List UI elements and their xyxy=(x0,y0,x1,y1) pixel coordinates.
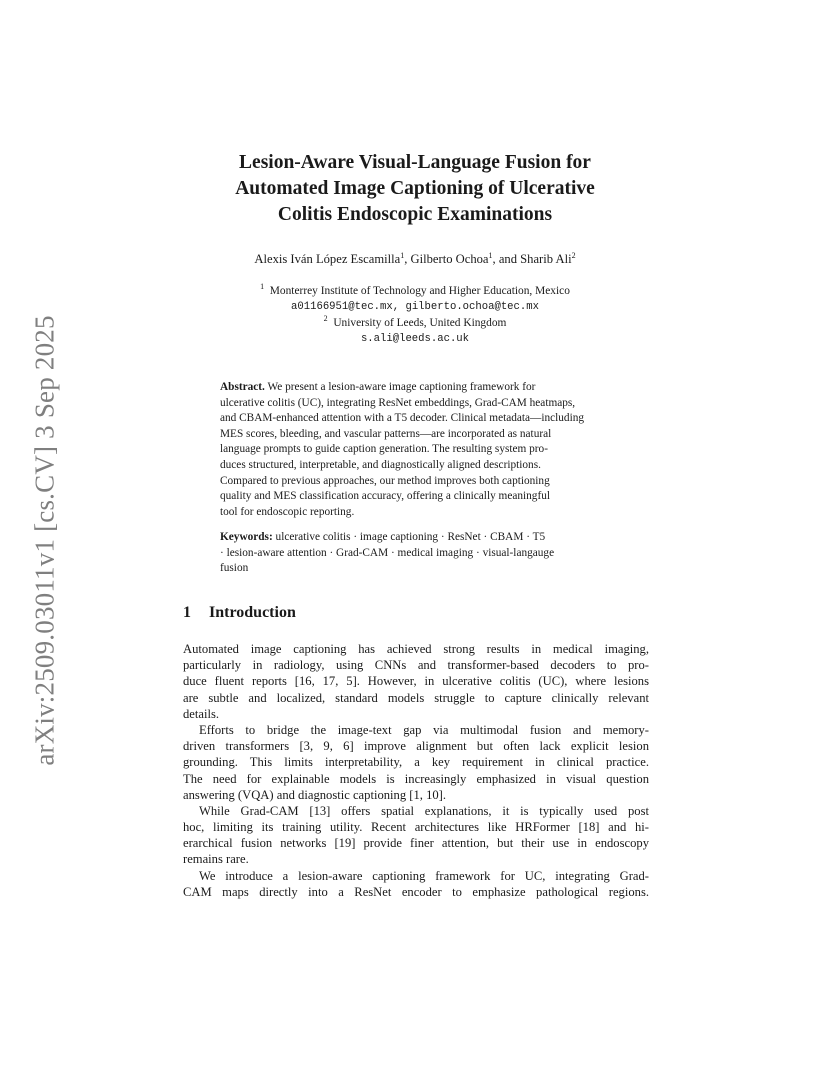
keywords-line: · lesion-aware attention · Grad-CAM · medical imaging · visual-langauge xyxy=(220,546,555,559)
body-text-line: remains rare. xyxy=(183,852,249,867)
abstract-line: tool for endoscopic reporting. xyxy=(220,505,355,518)
title-line: Automated Image Captioning of Ulcerative xyxy=(235,178,595,199)
keywords-line xyxy=(220,530,660,546)
abstract-line: MES scores, bleeding, and vascular patterns—are incorporated as natural xyxy=(220,427,552,440)
institution-name: Monterrey Institute of Technology and Higher Education, Mexico xyxy=(269,285,570,297)
author-separator: , and xyxy=(492,252,521,266)
abstract-line: and CBAM-enhanced attention with a T5 decoder. Clinical metadata—including xyxy=(220,412,585,425)
affiliation-institution xyxy=(180,315,650,331)
arxiv-identifier-text: arXiv:2509.03011v1 [cs.CV] 3 Sep 2025 xyxy=(29,314,60,766)
affiliation-emails[interactable]: a01166951@tec.mx, gilberto.ochoa@tec.mx xyxy=(291,301,539,313)
abstract xyxy=(220,380,660,520)
body-text-line: Efforts to bridge the image-text gap via multimodal fusion and memory- xyxy=(199,722,649,737)
affiliation-mark: 1 xyxy=(260,282,265,291)
abstract-text: We present a lesion-aware image captioning framework for xyxy=(264,381,536,393)
keywords-label: Keywords: xyxy=(220,531,273,543)
body-text-line: grounding. This limits interpretability, a key requirement in clinical practice. xyxy=(183,755,649,770)
body-text-line: driven transformers [3, 9, 6] improve alignment but often lack explicit lesion xyxy=(183,739,649,754)
author-name: Alexis Iván López Escamilla xyxy=(254,252,401,266)
author-list xyxy=(180,251,650,267)
affiliation-mark: 2 xyxy=(323,314,328,323)
body-text-line: hoc, limiting its training utility. Recent architectures like HRFormer [18] and hi- xyxy=(183,820,649,835)
affiliation-institution xyxy=(180,283,650,299)
section-heading xyxy=(183,604,296,622)
body-text-line: answering (VQA) and diagnostic captioning [1, 10]. xyxy=(183,787,447,802)
author-affiliation-mark: 1 xyxy=(400,251,405,260)
abstract-line xyxy=(220,380,660,396)
body-text-line: The need for explainable models is increasingly emphasized in visual question xyxy=(183,771,649,786)
author-affiliation-mark: 1 xyxy=(488,251,493,260)
body-text-line: details. xyxy=(183,706,220,721)
affiliations xyxy=(180,283,650,347)
author-affiliation-mark: 2 xyxy=(571,251,576,260)
section-number: 1 xyxy=(183,604,191,621)
author-name: Sharib Ali xyxy=(520,252,572,266)
abstract-line: Compared to previous approaches, our method improves both captioning xyxy=(220,474,550,487)
body-text-line: erarchical fusion networks [19] provide finer attention, but their use in endoscopy xyxy=(183,836,649,851)
body-text-line: particularly in radiology, using CNNs and transformer-based decoders to pro- xyxy=(183,658,649,673)
body-text-line: We introduce a lesion-aware captioning framework for UC, integrating Grad- xyxy=(199,868,649,883)
author-separator: , xyxy=(404,252,411,266)
author-name: Gilberto Ochoa xyxy=(410,252,489,266)
keywords-line: fusion xyxy=(220,562,249,575)
body-text-line: CAM maps directly into a ResNet encoder to emphasize pathological regions. xyxy=(183,884,649,899)
abstract-line: duces structured, interpretable, and diagnostically aligned descriptions. xyxy=(220,458,541,471)
abstract-line: ulcerative colitis (UC), integrating ResNet embeddings, Grad-CAM heatmaps, xyxy=(220,396,576,409)
title-line: Lesion-Aware Visual-Language Fusion for xyxy=(239,152,591,173)
body-text-line: While Grad-CAM [13] offers spatial explanations, it is typically used post xyxy=(199,803,649,818)
keywords xyxy=(220,530,660,577)
abstract-line: quality and MES classification accuracy, offering a clinically meaningful xyxy=(220,490,551,503)
institution-name: University of Leeds, United Kingdom xyxy=(333,317,507,329)
body-text-line: are subtle and localized, standard models struggle to capture clinically relevant xyxy=(183,690,649,705)
introduction-body xyxy=(183,641,649,900)
arxiv-identifier-stamp xyxy=(20,300,70,780)
body-text-line: Automated image captioning has achieved strong results in medical imaging, xyxy=(183,642,649,656)
affiliation-emails[interactable]: s.ali@leeds.ac.uk xyxy=(360,333,470,345)
title-line: Colitis Endoscopic Examinations xyxy=(277,204,553,225)
abstract-label: Abstract. xyxy=(220,381,265,393)
section-title: Introduction xyxy=(209,604,296,621)
abstract-line: language prompts to guide caption generation. The resulting system pro- xyxy=(220,443,548,456)
paper-title xyxy=(180,150,650,228)
body-text-line: duce fluent reports [16, 17, 5]. However, in ulcerative colitis (UC), where lesions xyxy=(183,674,649,689)
keywords-text: ulcerative colitis · image captioning · ResNet · CBAM · T5 xyxy=(272,531,546,543)
